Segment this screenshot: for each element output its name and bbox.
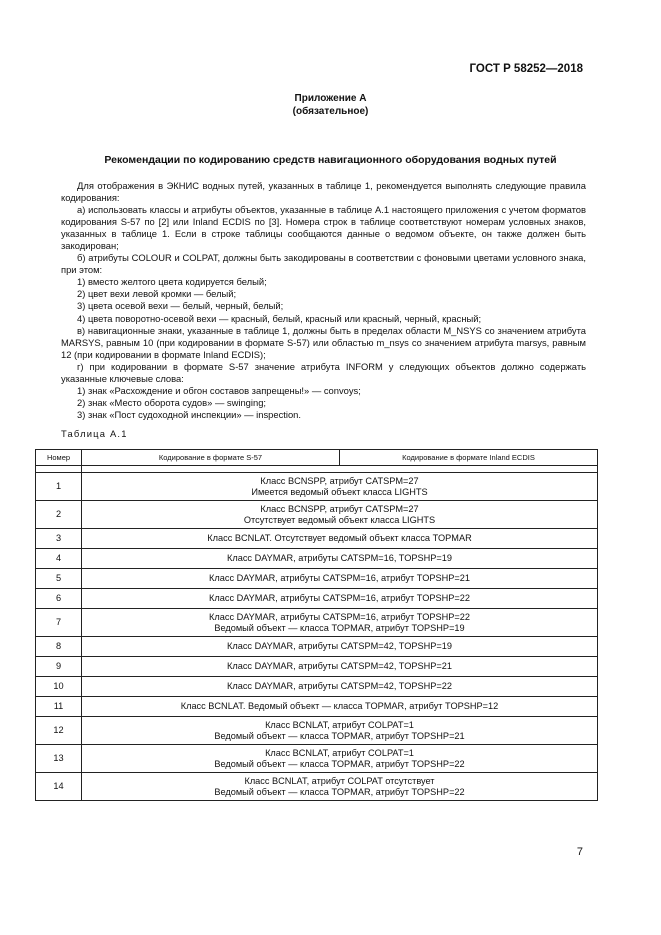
header-number: Номер <box>36 450 82 466</box>
table-header-row <box>36 450 598 466</box>
table-row <box>36 697 598 717</box>
row-coding <box>82 657 598 677</box>
coding-line: Класс BCNLAT. Ведомый объект — класса TOPMAR, атрибут TOPSHP=12 <box>180 701 499 711</box>
coding-line: Класс BCNLAT. Отсутствует ведомый объект класса TOPMAR <box>207 533 472 543</box>
coding-line: Класс DAYMAR, атрибуты CATSPM=16, атрибут TOPSHP=22 <box>209 611 470 622</box>
coding-line: Класс DAYMAR, атрибуты CATSPM=42, TOPSHP=21 <box>227 661 452 671</box>
paragraph: г) при кодировании в формате S-57 значение атрибута INFORM у следующих объектов должно содержать указанные ключевые слова: <box>61 360 586 384</box>
standard-number: ГОСТ Р 58252—2018 <box>469 63 583 75</box>
table-row <box>36 637 598 657</box>
paragraph: Для отображения в ЭКНИС водных путей, указанных в таблице 1, рекомендуется выполнять следующие правила кодирования: <box>61 180 586 204</box>
paragraph: 3) цвета осевой вехи — белый, черный, белый; <box>77 300 284 312</box>
row-number: 5 <box>36 569 82 589</box>
row-coding <box>82 745 598 773</box>
table-row <box>36 677 598 697</box>
row-number: 9 <box>36 657 82 677</box>
row-number: 11 <box>36 697 82 717</box>
coding-line: Ведомый объект — класса TOPMAR, атрибут TOPSHP=22 <box>214 786 465 797</box>
row-number: 4 <box>36 549 82 569</box>
page-number: 7 <box>576 846 583 858</box>
coding-line: Класс BCNLAT, атрибут COLPAT=1 <box>265 719 414 730</box>
row-number: 7 <box>36 609 82 637</box>
table-row <box>36 773 598 801</box>
table-row <box>36 529 598 549</box>
row-number: 8 <box>36 637 82 657</box>
table-row <box>36 745 598 773</box>
coding-line: Класс DAYMAR, атрибуты CATSPM=16, атрибут TOPSHP=21 <box>209 573 470 583</box>
paragraph: 2) знак «Место оборота судов» — swinging; <box>77 396 267 408</box>
table-body <box>36 466 598 801</box>
row-coding <box>82 501 598 529</box>
row-number: 6 <box>36 589 82 609</box>
paragraph: 3) знак «Пост судоходной инспекции» — inspection. <box>77 408 301 420</box>
paragraph: 2) цвет вехи левой кромки — белый; <box>77 288 237 300</box>
coding-line: Класс BCNSPP, атрибут CATSPM=27 <box>260 503 419 514</box>
coding-line: Класс DAYMAR, атрибуты CATSPM=42, TOPSHP=19 <box>227 641 452 651</box>
row-coding <box>82 609 598 637</box>
header-inland-ecdis: Кодирование в формате Inland ECDIS <box>340 450 598 466</box>
row-number: 1 <box>36 473 82 501</box>
row-coding <box>82 589 598 609</box>
coding-line: Класс BCNSPP, атрибут CATSPM=27 <box>260 475 419 486</box>
coding-line: Класс BCNLAT, атрибут COLPAT отсутствует <box>244 775 435 786</box>
paragraph: 1) вместо желтого цвета кодируется белый; <box>77 276 267 288</box>
table-spacer-row <box>36 466 598 473</box>
annex-title: Приложение А <box>294 93 367 104</box>
header-s57: Кодирование в формате S-57 <box>82 450 340 466</box>
row-coding <box>82 529 598 549</box>
paragraph: 4) цвета поворотно-осевой вехи — красный, белый, красный или красный, черный, красный; <box>77 312 482 324</box>
coding-line: Имеется ведомый объект класса LIGHTS <box>251 486 428 497</box>
table-row <box>36 657 598 677</box>
table-row <box>36 609 598 637</box>
table-caption: Таблица А.1 <box>61 428 128 439</box>
coding-line: Отсутствует ведомый объект класса LIGHTS <box>243 514 436 525</box>
paragraph: б) атрибуты COLOUR и COLPAT, должны быть закодированы в соответствии с фоновыми цветами условного знака, при этом: <box>61 252 586 276</box>
row-coding <box>82 637 598 657</box>
row-number: 14 <box>36 773 82 801</box>
row-number: 2 <box>36 501 82 529</box>
coding-line: Ведомый объект — класса TOPMAR, атрибут TOPSHP=22 <box>214 758 465 769</box>
table-row <box>36 717 598 745</box>
coding-line: Класс DAYMAR, атрибуты CATSPM=42, TOPSHP=22 <box>227 681 452 691</box>
table-row <box>36 501 598 529</box>
row-number: 3 <box>36 529 82 549</box>
paragraph: 1) знак «Расхождение и обгон составов запрещены!» — convoys; <box>77 384 361 396</box>
coding-line: Класс DAYMAR, атрибуты CATSPM=16, атрибут TOPSHP=22 <box>209 593 470 603</box>
section-heading: Рекомендации по кодированию средств навигационного оборудования водных путей <box>104 154 557 166</box>
paragraph: в) навигационные знаки, указанные в таблице 1, должны быть в пределах области M_NSYS со значением атрибута MARSYS, равным 10 (при кодировании в формате S-57) или областью m_nsys со значением атрибута marsys, равным 12 (при кодировании в формате Inland ECDIS); <box>61 324 586 360</box>
table-row <box>36 473 598 501</box>
coding-line: Класс DAYMAR, атрибуты CATSPM=16, TOPSHP=19 <box>227 553 452 563</box>
row-number: 13 <box>36 745 82 773</box>
table-row <box>36 549 598 569</box>
body-text <box>61 180 586 421</box>
row-coding <box>82 773 598 801</box>
row-coding <box>82 717 598 745</box>
table-row <box>36 569 598 589</box>
coding-line: Ведомый объект — класса TOPMAR, атрибут TOPSHP=21 <box>214 730 465 741</box>
table-row <box>36 589 598 609</box>
annex-title-block <box>0 92 661 118</box>
row-number: 10 <box>36 677 82 697</box>
paragraph: а) использовать классы и атрибуты объектов, указанные в таблице А.1 настоящего приложения с учетом форматов кодирования S-57 по [2] или Inland ECDIS по [3]. Номера строк в таблице соответствуют номерам условных знаков, указанных в таблице 1. Если в строке таблицы сообщаются данные о ведомом объекте, он также должен быть закодирован; <box>61 204 586 252</box>
row-coding <box>82 697 598 717</box>
row-coding <box>82 473 598 501</box>
row-coding <box>82 569 598 589</box>
row-number: 12 <box>36 717 82 745</box>
row-coding <box>82 677 598 697</box>
coding-line: Ведомый объект — класса TOPMAR, атрибут TOPSHP=19 <box>214 622 465 633</box>
row-coding <box>82 549 598 569</box>
coding-table <box>35 449 598 801</box>
coding-line: Класс BCNLAT, атрибут COLPAT=1 <box>265 747 414 758</box>
annex-status: (обязательное) <box>292 106 369 117</box>
